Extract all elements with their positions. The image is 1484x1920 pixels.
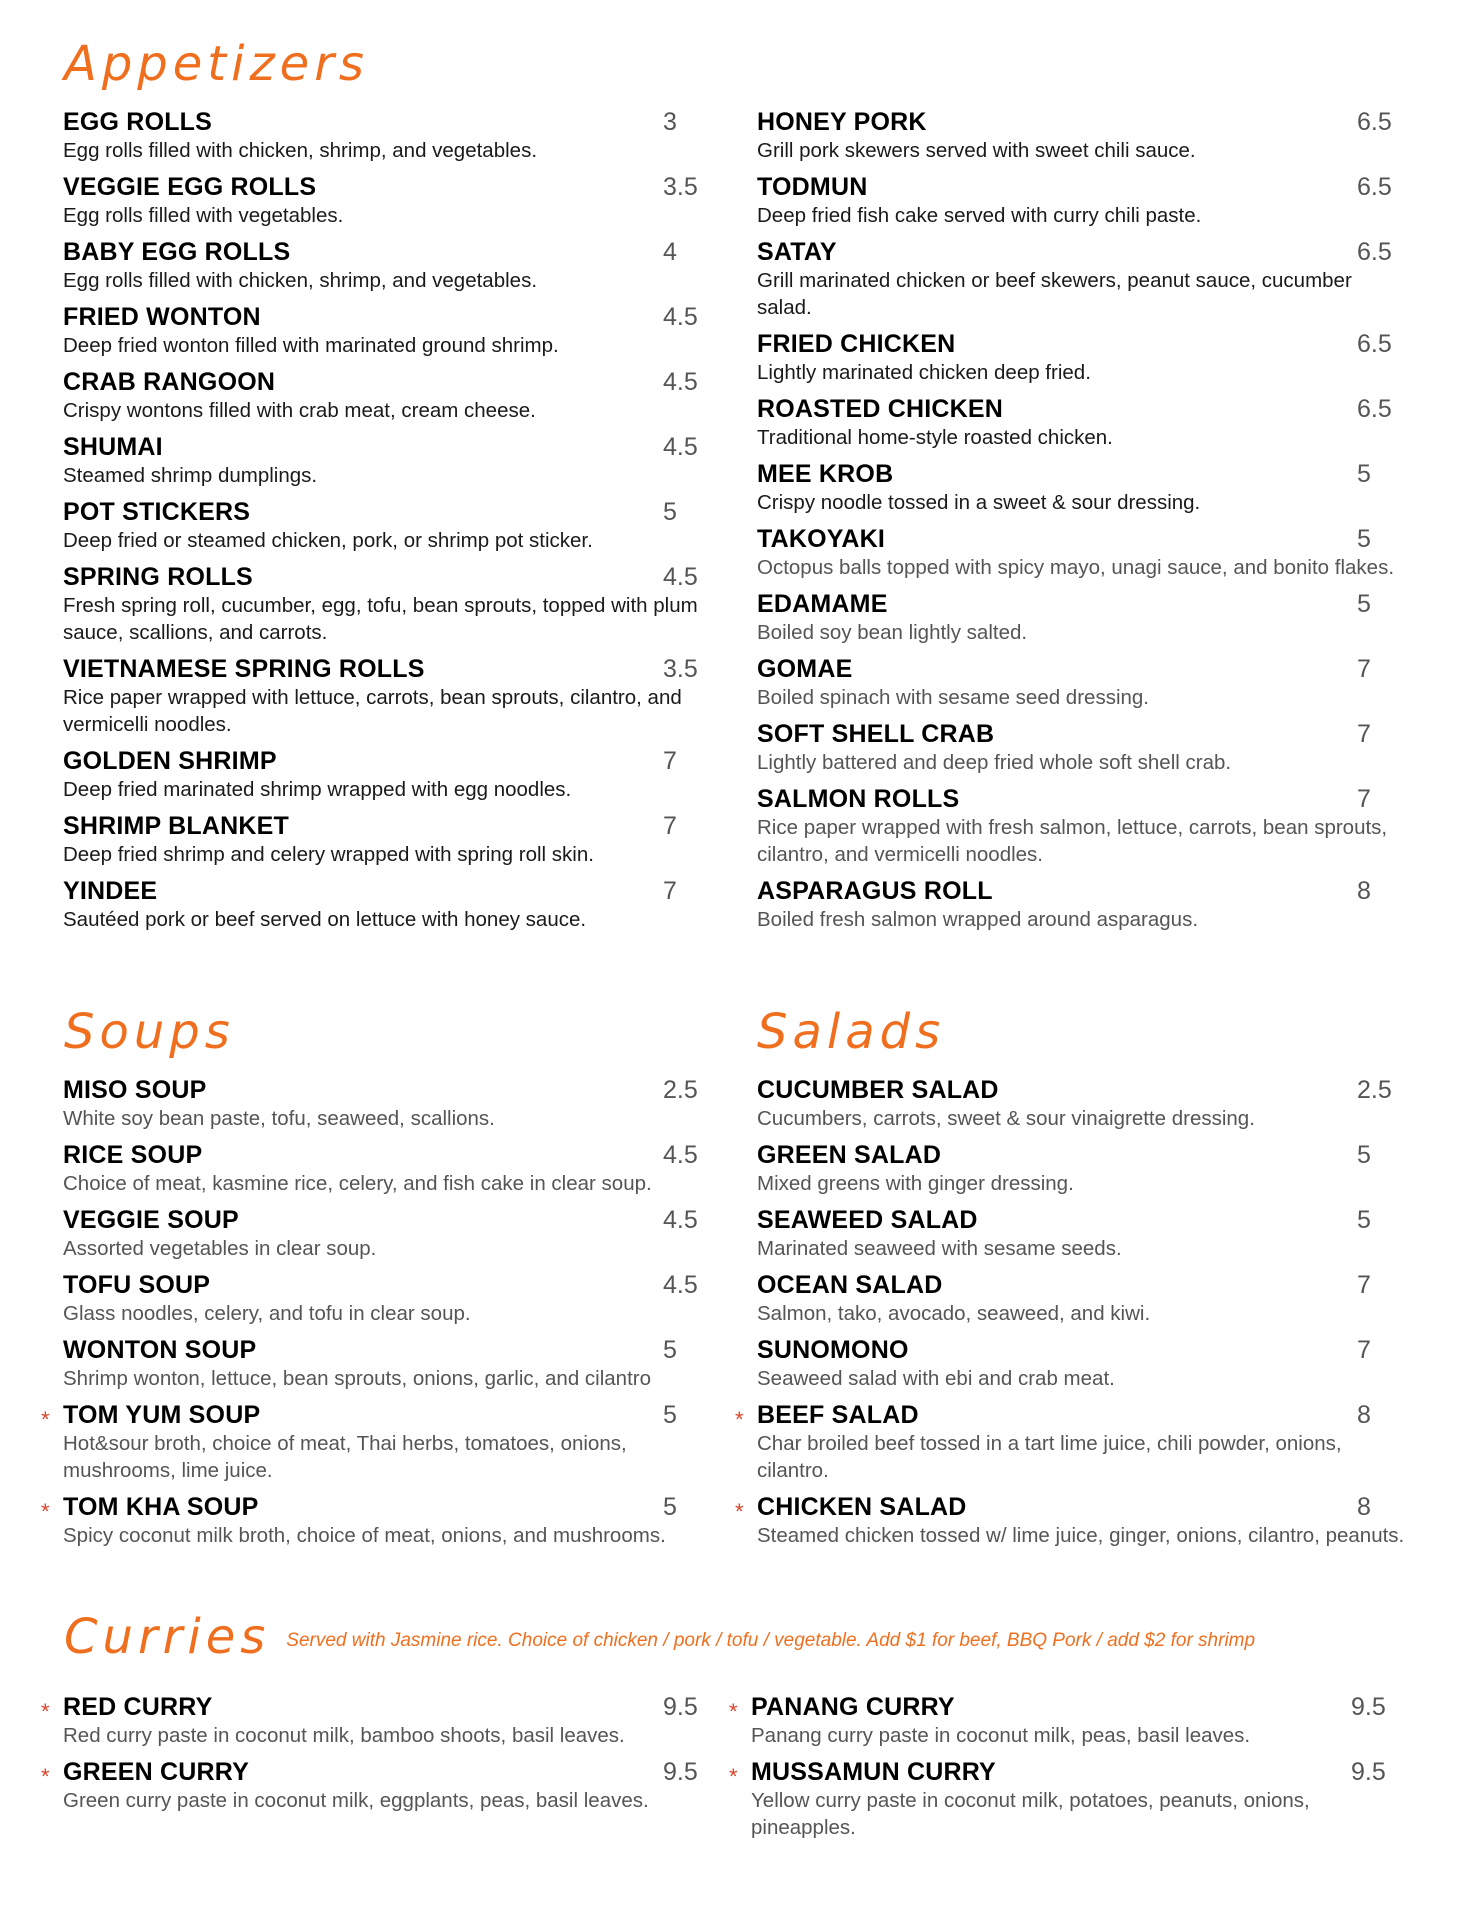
item-price: 8 xyxy=(1357,1493,1371,1521)
item-price: 7 xyxy=(1357,785,1371,813)
item-name: VEGGIE SOUP xyxy=(63,1206,239,1234)
item-description: Lightly marinated chicken deep fried. xyxy=(757,361,1091,384)
menu-item xyxy=(757,238,1405,321)
menu-item xyxy=(757,785,1405,868)
item-price: 9.5 xyxy=(1351,1693,1386,1721)
item-price: 4.5 xyxy=(663,563,698,591)
item-price: 5 xyxy=(1357,460,1371,488)
menu-item xyxy=(63,433,711,489)
menu-item xyxy=(729,1758,1399,1841)
item-price: 7 xyxy=(1357,655,1371,683)
item-price: 2.5 xyxy=(1357,1076,1392,1104)
menu-item xyxy=(63,1271,711,1327)
spicy-star-icon: * xyxy=(41,1407,50,1432)
item-description: Traditional home-style roasted chicken. xyxy=(757,426,1113,449)
item-description: Mixed greens with ginger dressing. xyxy=(757,1172,1074,1195)
menu-item xyxy=(63,655,711,738)
item-description: Egg rolls filled with chicken, shrimp, and vegetables. xyxy=(63,269,538,292)
item-description: Glass noodles, celery, and tofu in clear soup. xyxy=(63,1302,471,1325)
item-name: WONTON SOUP xyxy=(63,1336,257,1364)
menu-item xyxy=(63,303,711,359)
item-price: 5 xyxy=(663,1336,677,1364)
item-description: Cucumbers, carrots, sweet & sour vinaigrette dressing. xyxy=(757,1107,1255,1130)
menu-item xyxy=(757,1206,1405,1262)
item-description: Grill marinated chicken or beef skewers, peanut sauce, cucumber salad. xyxy=(757,269,1352,319)
item-price: 5 xyxy=(663,1493,677,1521)
item-price: 4.5 xyxy=(663,1271,698,1299)
item-name: TAKOYAKI xyxy=(757,525,886,553)
menu-item xyxy=(63,498,711,554)
item-description: Yellow curry paste in coconut milk, potatoes, peanuts, onions, pineapples. xyxy=(751,1789,1310,1839)
menu-item xyxy=(41,1693,711,1749)
item-price: 3.5 xyxy=(663,173,698,201)
item-price: 4.5 xyxy=(663,433,698,461)
spicy-star-icon: * xyxy=(735,1499,744,1524)
item-price: 5 xyxy=(663,498,677,526)
item-description: Deep fried or steamed chicken, pork, or shrimp pot sticker. xyxy=(63,529,593,552)
item-price: 7 xyxy=(1357,1336,1371,1364)
item-description: Deep fried wonton filled with marinated ground shrimp. xyxy=(63,334,559,357)
item-description: Deep fried marinated shrimp wrapped with egg noodles. xyxy=(63,778,572,801)
item-name: EDAMAME xyxy=(757,590,888,618)
item-price: 4 xyxy=(663,238,677,266)
item-price: 7 xyxy=(663,877,677,905)
menu-item xyxy=(63,1076,711,1132)
item-description: Deep fried fish cake served with curry chili paste. xyxy=(757,204,1202,227)
item-description: Lightly battered and deep fried whole soft shell crab. xyxy=(757,751,1232,774)
item-description: Red curry paste in coconut milk, bamboo shoots, basil leaves. xyxy=(63,1724,625,1747)
menu-item xyxy=(63,877,711,933)
menu-item xyxy=(757,1076,1405,1132)
item-name: HONEY PORK xyxy=(757,108,927,136)
item-description: Deep fried shrimp and celery wrapped with spring roll skin. xyxy=(63,843,594,866)
item-price: 6.5 xyxy=(1357,173,1392,201)
item-description: Crispy wontons filled with crab meat, cream cheese. xyxy=(63,399,536,422)
item-description: Hot&sour broth, choice of meat, Thai herbs, tomatoes, onions, mushrooms, lime juice. xyxy=(63,1432,627,1482)
item-description: Rice paper wrapped with fresh salmon, lettuce, carrots, bean sprouts, cilantro, and vermicelli noodles. xyxy=(757,816,1388,866)
salads-heading: Salads xyxy=(757,1004,946,1060)
item-price: 3 xyxy=(663,108,677,136)
item-price: 9.5 xyxy=(1351,1758,1386,1786)
item-name: EGG ROLLS xyxy=(63,108,213,136)
item-name: TOM KHA SOUP xyxy=(63,1493,259,1521)
item-description: White soy bean paste, tofu, seaweed, scallions. xyxy=(63,1107,495,1130)
item-name: FRIED WONTON xyxy=(63,303,261,331)
item-description: Rice paper wrapped with lettuce, carrots, bean sprouts, cilantro, and vermicelli noodles. xyxy=(63,686,682,736)
item-description: Shrimp wonton, lettuce, bean sprouts, onions, garlic, and cilantro xyxy=(63,1367,651,1390)
item-name: CUCUMBER SALAD xyxy=(757,1076,999,1104)
spicy-star-icon: * xyxy=(735,1407,744,1432)
menu-item xyxy=(757,525,1405,581)
spicy-star-icon: * xyxy=(41,1699,50,1724)
item-price: 2.5 xyxy=(663,1076,698,1104)
item-name: RED CURRY xyxy=(63,1693,213,1721)
item-price: 8 xyxy=(1357,1401,1371,1429)
item-name: ROASTED CHICKEN xyxy=(757,395,1004,423)
curries-right-column xyxy=(729,1693,1399,1850)
item-price: 4.5 xyxy=(663,303,698,331)
menu-item xyxy=(41,1758,711,1814)
menu-item xyxy=(757,655,1405,711)
spicy-star-icon: * xyxy=(729,1764,738,1789)
curries-left-column xyxy=(41,1693,711,1823)
item-description: Boiled fresh salmon wrapped around asparagus. xyxy=(757,908,1199,931)
item-price: 7 xyxy=(1357,1271,1371,1299)
item-description: Spicy coconut milk broth, choice of meat, onions, and mushrooms. xyxy=(63,1524,666,1547)
item-price: 5 xyxy=(1357,1206,1371,1234)
item-price: 7 xyxy=(663,812,677,840)
item-description: Marinated seaweed with sesame seeds. xyxy=(757,1237,1122,1260)
menu-item xyxy=(757,330,1405,386)
menu-item xyxy=(41,1493,711,1549)
item-name: OCEAN SALAD xyxy=(757,1271,943,1299)
item-price: 5 xyxy=(1357,525,1371,553)
menu-item xyxy=(729,1693,1399,1749)
menu-item xyxy=(63,1336,711,1392)
item-description: Sautéed pork or beef served on lettuce with honey sauce. xyxy=(63,908,587,931)
item-name: SHUMAI xyxy=(63,433,163,461)
item-price: 3.5 xyxy=(663,655,698,683)
item-name: SALMON ROLLS xyxy=(757,785,960,813)
item-price: 6.5 xyxy=(1357,238,1392,266)
item-name: CRAB RANGOON xyxy=(63,368,276,396)
item-description: Crispy noodle tossed in a sweet & sour dressing. xyxy=(757,491,1201,514)
item-price: 6.5 xyxy=(1357,395,1392,423)
spicy-star-icon: * xyxy=(729,1699,738,1724)
soups-heading: Soups xyxy=(64,1004,235,1060)
item-name: BABY EGG ROLLS xyxy=(63,238,291,266)
curries-title: Curries xyxy=(64,1609,271,1665)
spicy-star-icon: * xyxy=(41,1764,50,1789)
appetizers-heading: Appetizers xyxy=(64,36,369,92)
item-name: ASPARAGUS ROLL xyxy=(757,877,993,905)
item-price: 6.5 xyxy=(1357,108,1392,136)
item-description: Steamed shrimp dumplings. xyxy=(63,464,318,487)
menu-item xyxy=(63,238,711,294)
menu-item xyxy=(63,1206,711,1262)
menu-item xyxy=(63,173,711,229)
menu-item xyxy=(757,173,1405,229)
item-description: Egg rolls filled with vegetables. xyxy=(63,204,344,227)
menu-item xyxy=(757,108,1405,164)
item-price: 4.5 xyxy=(663,1206,698,1234)
item-price: 4.5 xyxy=(663,368,698,396)
item-name: YINDEE xyxy=(63,877,158,905)
menu-item xyxy=(757,1336,1405,1392)
spicy-star-icon: * xyxy=(41,1499,50,1524)
item-name: FRIED CHICKEN xyxy=(757,330,956,358)
item-description: Salmon, tako, avocado, seaweed, and kiwi. xyxy=(757,1302,1151,1325)
menu-item xyxy=(63,368,711,424)
item-description: Octopus balls topped with spicy mayo, unagi sauce, and bonito flakes. xyxy=(757,556,1395,579)
item-description: Assorted vegetables in clear soup. xyxy=(63,1237,377,1260)
menu-item xyxy=(735,1493,1405,1549)
item-name: TODMUN xyxy=(757,173,868,201)
soups-column xyxy=(41,1076,711,1558)
item-name: SOFT SHELL CRAB xyxy=(757,720,995,748)
item-name: MEE KROB xyxy=(757,460,894,488)
item-description: Egg rolls filled with chicken, shrimp, and vegetables. xyxy=(63,139,538,162)
item-name: CHICKEN SALAD xyxy=(757,1493,967,1521)
item-description: Green curry paste in coconut milk, eggplants, peas, basil leaves. xyxy=(63,1789,649,1812)
item-description: Choice of meat, kasmine rice, celery, and fish cake in clear soup. xyxy=(63,1172,652,1195)
item-price: 4.5 xyxy=(663,1141,698,1169)
item-description: Boiled soy bean lightly salted. xyxy=(757,621,1028,644)
menu-item xyxy=(757,1271,1405,1327)
appetizers-right-column xyxy=(757,108,1405,942)
item-price: 8 xyxy=(1357,877,1371,905)
menu-item xyxy=(735,1401,1405,1484)
item-name: MUSSAMUN CURRY xyxy=(751,1758,996,1786)
menu-item xyxy=(63,812,711,868)
item-name: PANANG CURRY xyxy=(751,1693,955,1721)
menu-item xyxy=(757,590,1405,646)
menu-item xyxy=(757,720,1405,776)
menu-item xyxy=(757,1141,1405,1197)
item-name: TOM YUM SOUP xyxy=(63,1401,261,1429)
item-price: 9.5 xyxy=(663,1758,698,1786)
item-name: TOFU SOUP xyxy=(63,1271,211,1299)
item-description: Char broiled beef tossed in a tart lime juice, chili powder, onions, cilantro. xyxy=(757,1432,1342,1482)
item-description: Boiled spinach with sesame seed dressing. xyxy=(757,686,1149,709)
item-price: 7 xyxy=(1357,720,1371,748)
item-name: MISO SOUP xyxy=(63,1076,207,1104)
item-price: 6.5 xyxy=(1357,330,1392,358)
item-description: Fresh spring roll, cucumber, egg, tofu, bean sprouts, topped with plum sauce, scallions, and carrots. xyxy=(63,594,698,644)
item-description: Panang curry paste in coconut milk, peas, basil leaves. xyxy=(751,1724,1251,1747)
curries-heading xyxy=(64,1609,1256,1665)
item-description: Grill pork skewers served with sweet chili sauce. xyxy=(757,139,1196,162)
item-name: RICE SOUP xyxy=(63,1141,203,1169)
menu-item xyxy=(63,563,711,646)
item-price: 5 xyxy=(663,1401,677,1429)
curries-note: Served with Jasmine rice. Choice of chicken / pork / tofu / vegetable. Add $1 for beef, BBQ Pork / add $2 for shrimp xyxy=(286,1629,1256,1651)
menu-item xyxy=(63,747,711,803)
item-price: 9.5 xyxy=(663,1693,698,1721)
item-name: VEGGIE EGG ROLLS xyxy=(63,173,317,201)
item-name: SEAWEED SALAD xyxy=(757,1206,978,1234)
item-name: GREEN CURRY xyxy=(63,1758,250,1786)
item-name: SHRIMP BLANKET xyxy=(63,812,289,840)
item-description: Seaweed salad with ebi and crab meat. xyxy=(757,1367,1115,1390)
salads-column xyxy=(735,1076,1405,1558)
item-price: 5 xyxy=(1357,590,1371,618)
menu-item xyxy=(63,108,711,164)
item-description: Steamed chicken tossed w/ lime juice, ginger, onions, cilantro, peanuts. xyxy=(757,1524,1405,1547)
item-name: BEEF SALAD xyxy=(757,1401,919,1429)
item-name: SPRING ROLLS xyxy=(63,563,253,591)
menu-item xyxy=(757,877,1405,933)
item-price: 7 xyxy=(663,747,677,775)
item-name: GREEN SALAD xyxy=(757,1141,942,1169)
menu-item xyxy=(41,1401,711,1484)
item-name: GOMAE xyxy=(757,655,853,683)
item-price: 5 xyxy=(1357,1141,1371,1169)
appetizers-left-column xyxy=(63,108,711,942)
item-name: GOLDEN SHRIMP xyxy=(63,747,277,775)
item-name: SUNOMONO xyxy=(757,1336,909,1364)
item-name: POT STICKERS xyxy=(63,498,251,526)
menu-item xyxy=(757,395,1405,451)
menu-item xyxy=(757,460,1405,516)
item-name: SATAY xyxy=(757,238,837,266)
item-name: VIETNAMESE SPRING ROLLS xyxy=(63,655,425,683)
menu-item xyxy=(63,1141,711,1197)
